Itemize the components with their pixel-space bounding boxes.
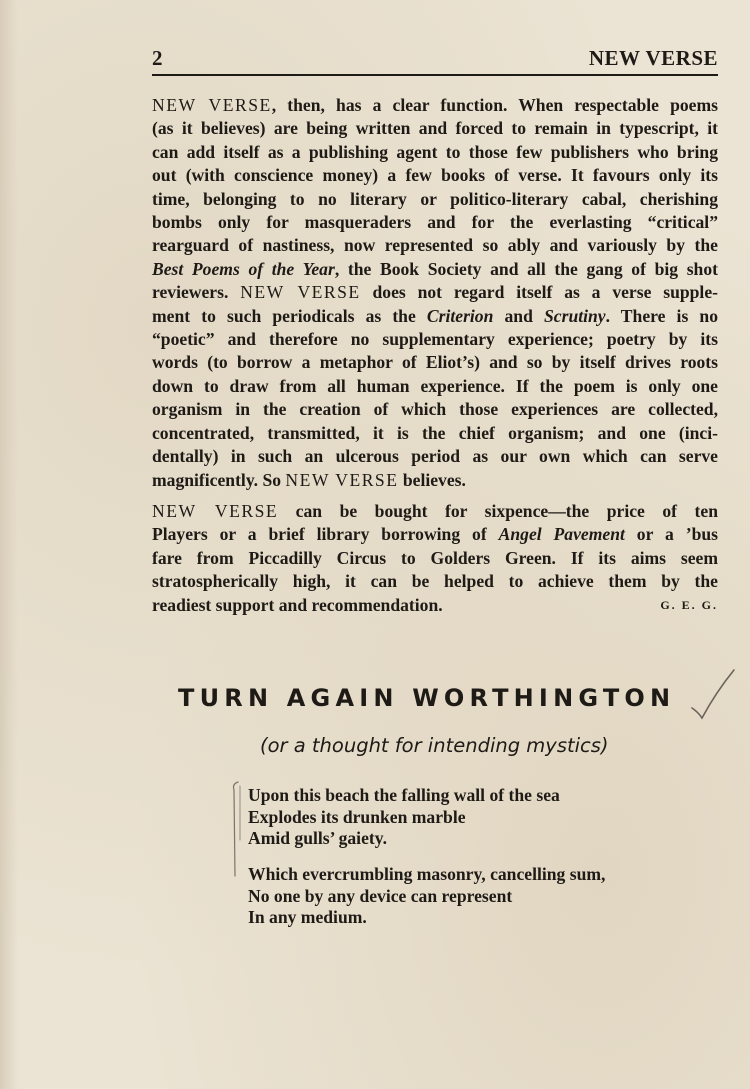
poem-stanza-2 (248, 864, 605, 929)
text-line: stratospherically high, it can be helped to achieve them by the (152, 571, 718, 592)
page-edge-shadow (0, 0, 18, 1089)
text-line: magnificently. So NEW VERSE believes. (152, 469, 466, 490)
verse-line: Which evercrumbling masonry, cancelling sum, (248, 864, 606, 884)
text-line-with-signature (152, 594, 718, 617)
verse-line: No one by any device can represent (248, 885, 513, 906)
text-line: words (to borrow a metaphor of Eliot’s) and so by itself drives roots (152, 352, 718, 373)
paragraph-price (152, 500, 718, 617)
text-line: ment to such periodicals as the Criterion and Scrutiny. There is no (152, 305, 718, 326)
signature-initials: G. E. G. (660, 597, 718, 612)
paragraph-function (152, 94, 718, 492)
verse-line: Explodes its drunken marble (248, 806, 466, 827)
text-line: Best Poems of the Year, the Book Society and all the gang of big shot (152, 258, 718, 279)
text-line: down to draw from all human experience. If the poem is only one (152, 375, 718, 396)
poem-title: TURN AGAIN WORTHINGTON (178, 684, 676, 712)
text-line: Players or a brief library borrowing of Angel Pavement or a ’bus (152, 524, 718, 545)
text-line: NEW VERSE can be bought for sixpence—the price of ten (152, 501, 718, 521)
running-header (152, 46, 718, 76)
text-line: NEW VERSE, then, has a clear function. When respectable poems (152, 95, 718, 115)
poem-subtitle: (or a thought for intending mystics) (260, 734, 609, 757)
text-line: time, belonging to no literary or politico-literary cabal, cherishing (152, 188, 718, 209)
pencil-margin-mark-icon (230, 780, 244, 880)
text-line: out (with conscience money) a few books of verse. It favours only its (152, 165, 718, 186)
pencil-checkmark-icon (690, 668, 736, 720)
page-number: 2 (152, 46, 163, 70)
text-line: “poetic” and therefore no supplementary experience; poetry by its (152, 329, 718, 350)
text-line: dentally) in such an ulcerous period as our own which can serve (152, 446, 718, 467)
text-line: fare from Piccadilly Circus to Golders Green. If its aims seem (152, 547, 718, 568)
verse-line: In any medium. (248, 907, 367, 927)
verse-line: Upon this beach the falling wall of the sea (248, 785, 560, 805)
running-title: NEW VERSE (588, 46, 718, 70)
text-line: readiest support and recommendation. (152, 594, 443, 615)
text-line: can add itself as a publishing agent to those few publishers who bring (152, 141, 718, 162)
text-line: reviewers. NEW VERSE does not regard itself as a verse supple- (152, 282, 718, 303)
poem-stanza-1 (248, 785, 560, 850)
text-line: concentrated, transmitted, it is the chief organism; and one (inci- (152, 422, 718, 443)
verse-line: Amid gulls’ gaiety. (248, 828, 387, 848)
text-line: bombs only for masqueraders and for the everlasting “critical” (152, 212, 718, 233)
text-line: organism in the creation of which those experiences are collected, (152, 399, 718, 420)
text-line: (as it believes) are being written and forced to remain in typescript, it (152, 118, 718, 139)
text-line: rearguard of nastiness, now represented so ably and variously by the (152, 235, 718, 256)
